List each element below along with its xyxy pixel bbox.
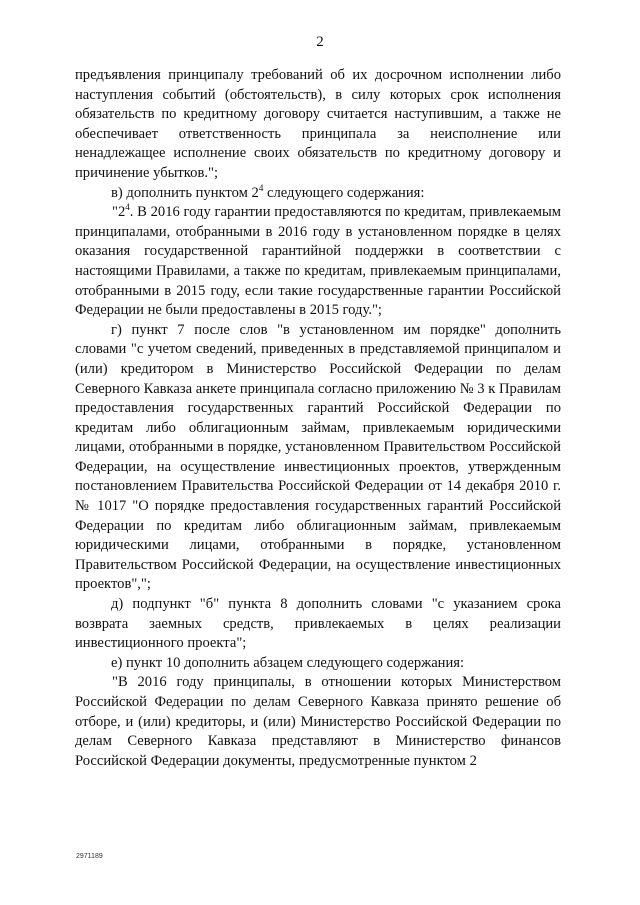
- paragraph-item-g: г) пункт 7 после слов "в установленном им порядке" дополнить словами "с учетом сведений, приведенных в представляемой принципалом и (или) кредитором в Министерство Российской Федерации по делам Северного Кавказа анкете принципала согласно приложению № 3 к Правилам предоставления государственных гарантий Российской Федерации по кредитам либо облигационным займам, привлекаемым юридическими лицами, отобранными в порядке, установленном Правительством Российской Федерации, на осуществление инвестиционных проектов, утвержденным постановлением Правительства Российской Федерации от 14 декабря 2010 г. № 1017 "О порядке предоставления государственных гарантий Российской Федерации по кредитам либо облигационным займам, привлекаемым юридическими лицами, отобранными в порядке, установленном Правительством Российской Федерации, на осуществление инвестиционных проектов",";: [75, 321, 561, 593]
- paragraph-item-v-text-end: следующего содержания:: [263, 184, 425, 201]
- paragraph-point-2-4: [75, 203, 561, 321]
- paragraph-item-v-text: в) дополнить пунктом 2: [111, 184, 259, 201]
- page-number: 2: [316, 34, 324, 50]
- paragraph-item-v: [75, 184, 561, 204]
- superscript: 4: [258, 182, 264, 193]
- paragraph-item-d: д) подпункт "б" пункта 8 дополнить словами "с указанием срока возврата заемных средств, привлекаемых в целях реализации инвестиционного проекта";: [75, 596, 561, 652]
- paragraph-item-e: е) пункт 10 дополнить абзацем следующего содержания:: [111, 654, 465, 671]
- paragraph-quote-2016: "В 2016 году принципалы, в отношении которых Министерством Российской Федерации по делам Северного Кавказа принято решение об отборе, и (или) кредиторы, и (или) Министерство Российской Федерации по делам Северного Кавказа представляют в Министерство финансов Российской Федерации документы, предусмотренные пунктом 2: [75, 674, 561, 769]
- paragraph-point-2-4-text: . В 2016 году гарантии предоставляются по кредитам, привлекаемым принципалами, отобранными в 2016 году в установленном порядке в целях оказания государственной гарантийной поддержки в соответствии с настоящими Правилами, а также по кредитам, привлекаемым принципалами, отобранными в 2015 году, если такие государственные гарантии Российской Федерации не были предоставлены в 2015 году.";: [75, 204, 561, 319]
- paragraph-continuation: предъявления принципалу требований об их досрочном исполнении либо наступления событий (обстоятельств), в силу которых срок исполнения обязательств по кредитному договору считается наступившим, а также не обеспечивает ответственность принципала за неисполнение или ненадлежащее исполнение своих обязательств по кредитному договору и причинение убытков.";: [75, 67, 561, 181]
- superscript: 4: [125, 202, 130, 213]
- document-code: 2971189: [76, 853, 103, 860]
- paragraph-point-2-4-start: "2: [112, 204, 126, 221]
- document-body: [75, 66, 561, 771]
